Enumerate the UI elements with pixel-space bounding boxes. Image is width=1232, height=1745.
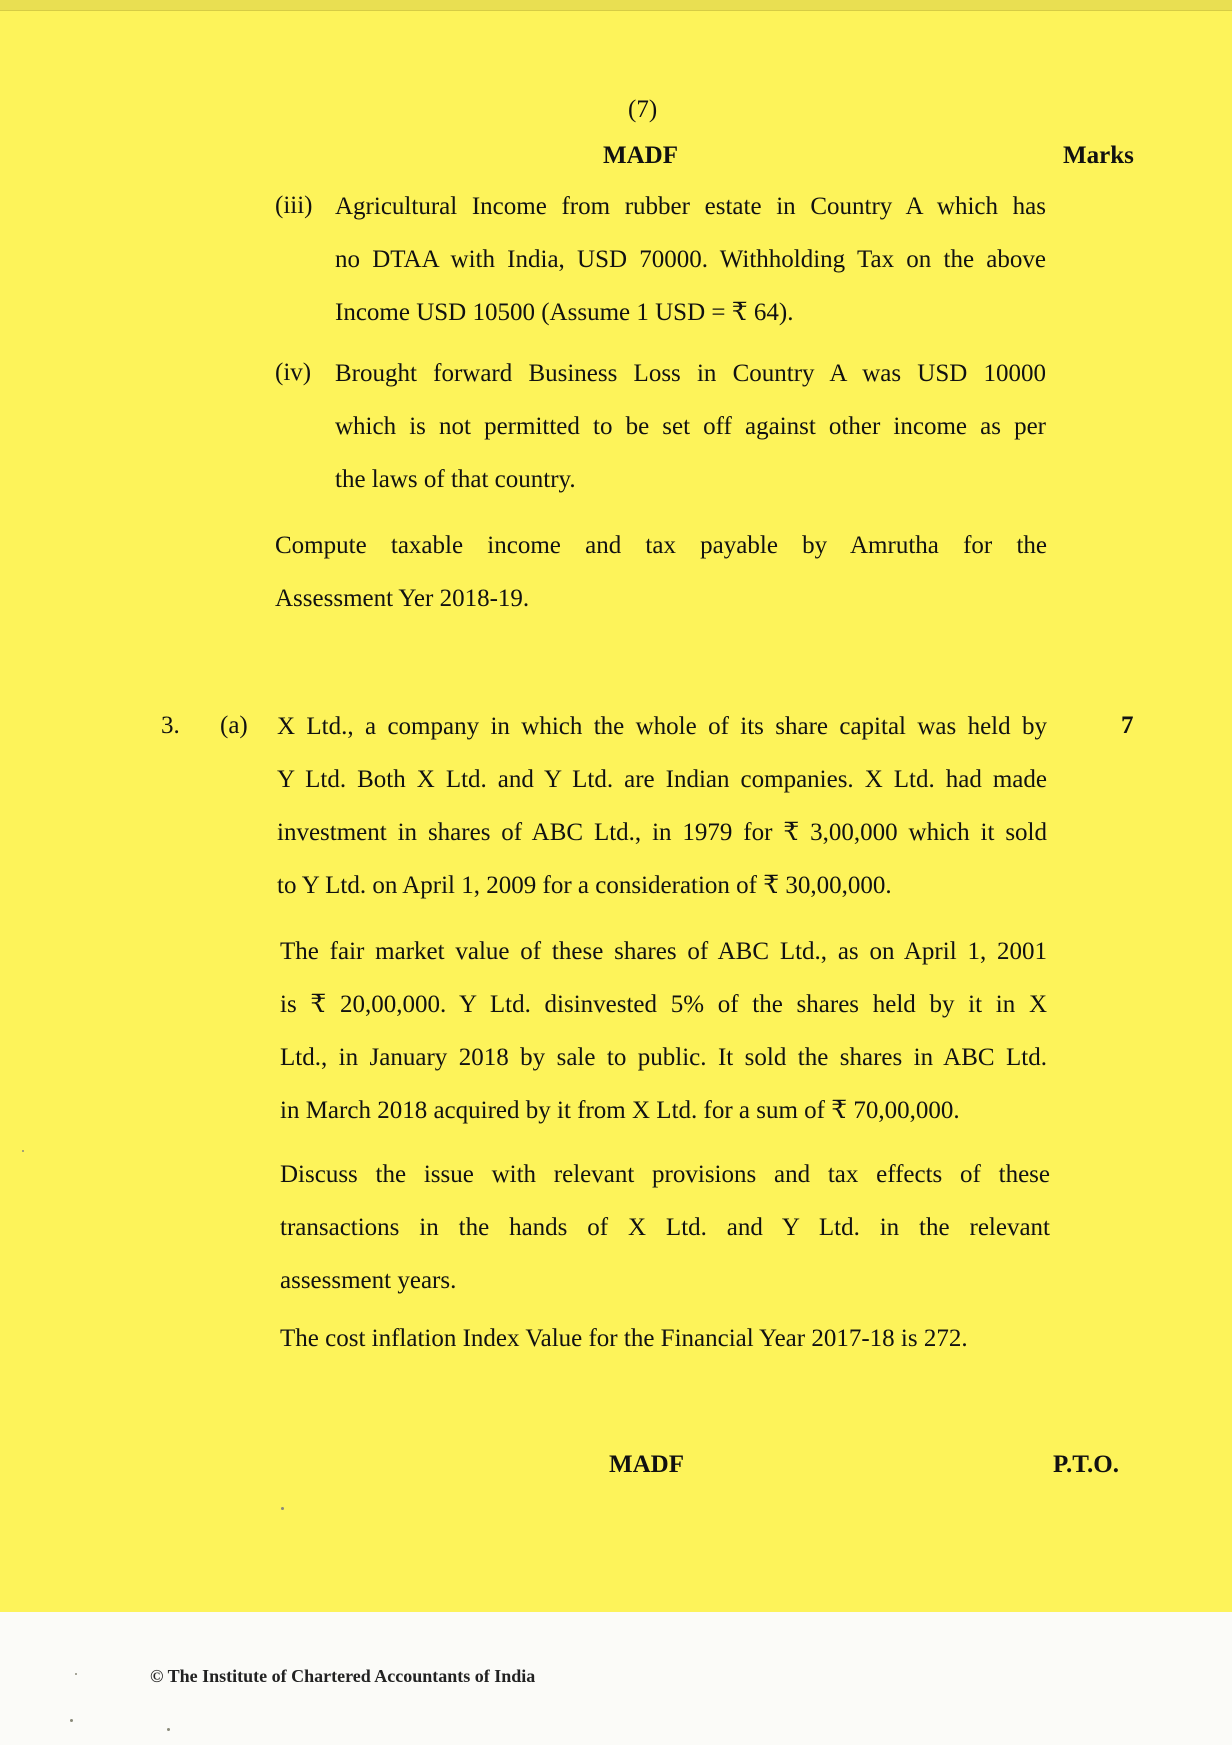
item-iv-line-2: which is not permitted to be set off against other income as per xyxy=(335,413,1046,440)
q3-para2-line-3: Ltd., in January 2018 by sale to public. It sold the shares in ABC Ltd. xyxy=(280,1044,1047,1071)
q3-para1-line-1: X Ltd., a company in which the whole of its share capital was held by xyxy=(277,713,1047,740)
scan-speck xyxy=(167,1728,170,1731)
q3-para1-line-4: to Y Ltd. on April 1, 2009 for a consideration of ₹ 30,00,000. xyxy=(277,872,892,899)
copyright-notice: © The Institute of Chartered Accountants of India xyxy=(150,1666,536,1686)
paper-code-header: MADF xyxy=(603,142,678,169)
item-label-iii: (iii) xyxy=(275,192,313,219)
q3-para3-line-1: Discuss the issue with relevant provisions and tax effects of these xyxy=(280,1161,1050,1188)
marks-column-heading: Marks xyxy=(1063,142,1134,169)
question-marks: 7 xyxy=(1121,712,1134,739)
scan-speck xyxy=(281,1507,284,1510)
q3-para3-line-2: transactions in the hands of X Ltd. and Y Ltd. in the relevant xyxy=(280,1214,1050,1241)
q3-para1-line-3: investment in shares of ABC Ltd., in 1979 for ₹ 3,00,000 which it sold xyxy=(277,819,1047,846)
item-iii-line-2: no DTAA with India, USD 70000. Withholding Tax on the above xyxy=(335,246,1046,273)
q3-para4: The cost inflation Index Value for the Financial Year 2017-18 is 272. xyxy=(280,1325,968,1352)
q3-para2-line-1: The fair market value of these shares of ABC Ltd., as on April 1, 2001 xyxy=(280,938,1047,965)
item-iv-line-1: Brought forward Business Loss in Country A was USD 10000 xyxy=(335,360,1046,387)
please-turn-over: P.T.O. xyxy=(1053,1451,1119,1478)
question-number: 3. xyxy=(161,712,180,739)
item-label-iv: (iv) xyxy=(275,359,312,386)
item-iii-line-3: Income USD 10500 (Assume 1 USD = ₹ 64). xyxy=(335,299,794,326)
q3-para2-line-4: in March 2018 acquired by it from X Ltd. for a sum of ₹ 70,00,000. xyxy=(280,1097,960,1124)
compute-instruction-line-2: Assessment Yer 2018-19. xyxy=(275,585,530,612)
scan-speck xyxy=(70,1719,73,1722)
item-iv-line-3: the laws of that country. xyxy=(335,466,576,493)
q3-para2-line-2: is ₹ 20,00,000. Y Ltd. disinvested 5% of the shares held by it in X xyxy=(280,991,1047,1018)
paper-code-footer: MADF xyxy=(609,1451,684,1478)
q3-para1-line-2: Y Ltd. Both X Ltd. and Y Ltd. are Indian companies. X Ltd. had made xyxy=(277,766,1047,793)
q3-para3-line-3: assessment years. xyxy=(280,1267,457,1294)
question-sub-label: (a) xyxy=(220,712,248,739)
scan-speck xyxy=(75,1673,77,1675)
item-iii-line-1: Agricultural Income from rubber estate in Country A which has xyxy=(335,193,1046,220)
scan-speck xyxy=(22,1150,24,1152)
page-top-edge xyxy=(0,0,1232,11)
page-number: (7) xyxy=(628,96,658,123)
compute-instruction-line-1: Compute taxable income and tax payable by Amrutha for the xyxy=(275,532,1047,559)
